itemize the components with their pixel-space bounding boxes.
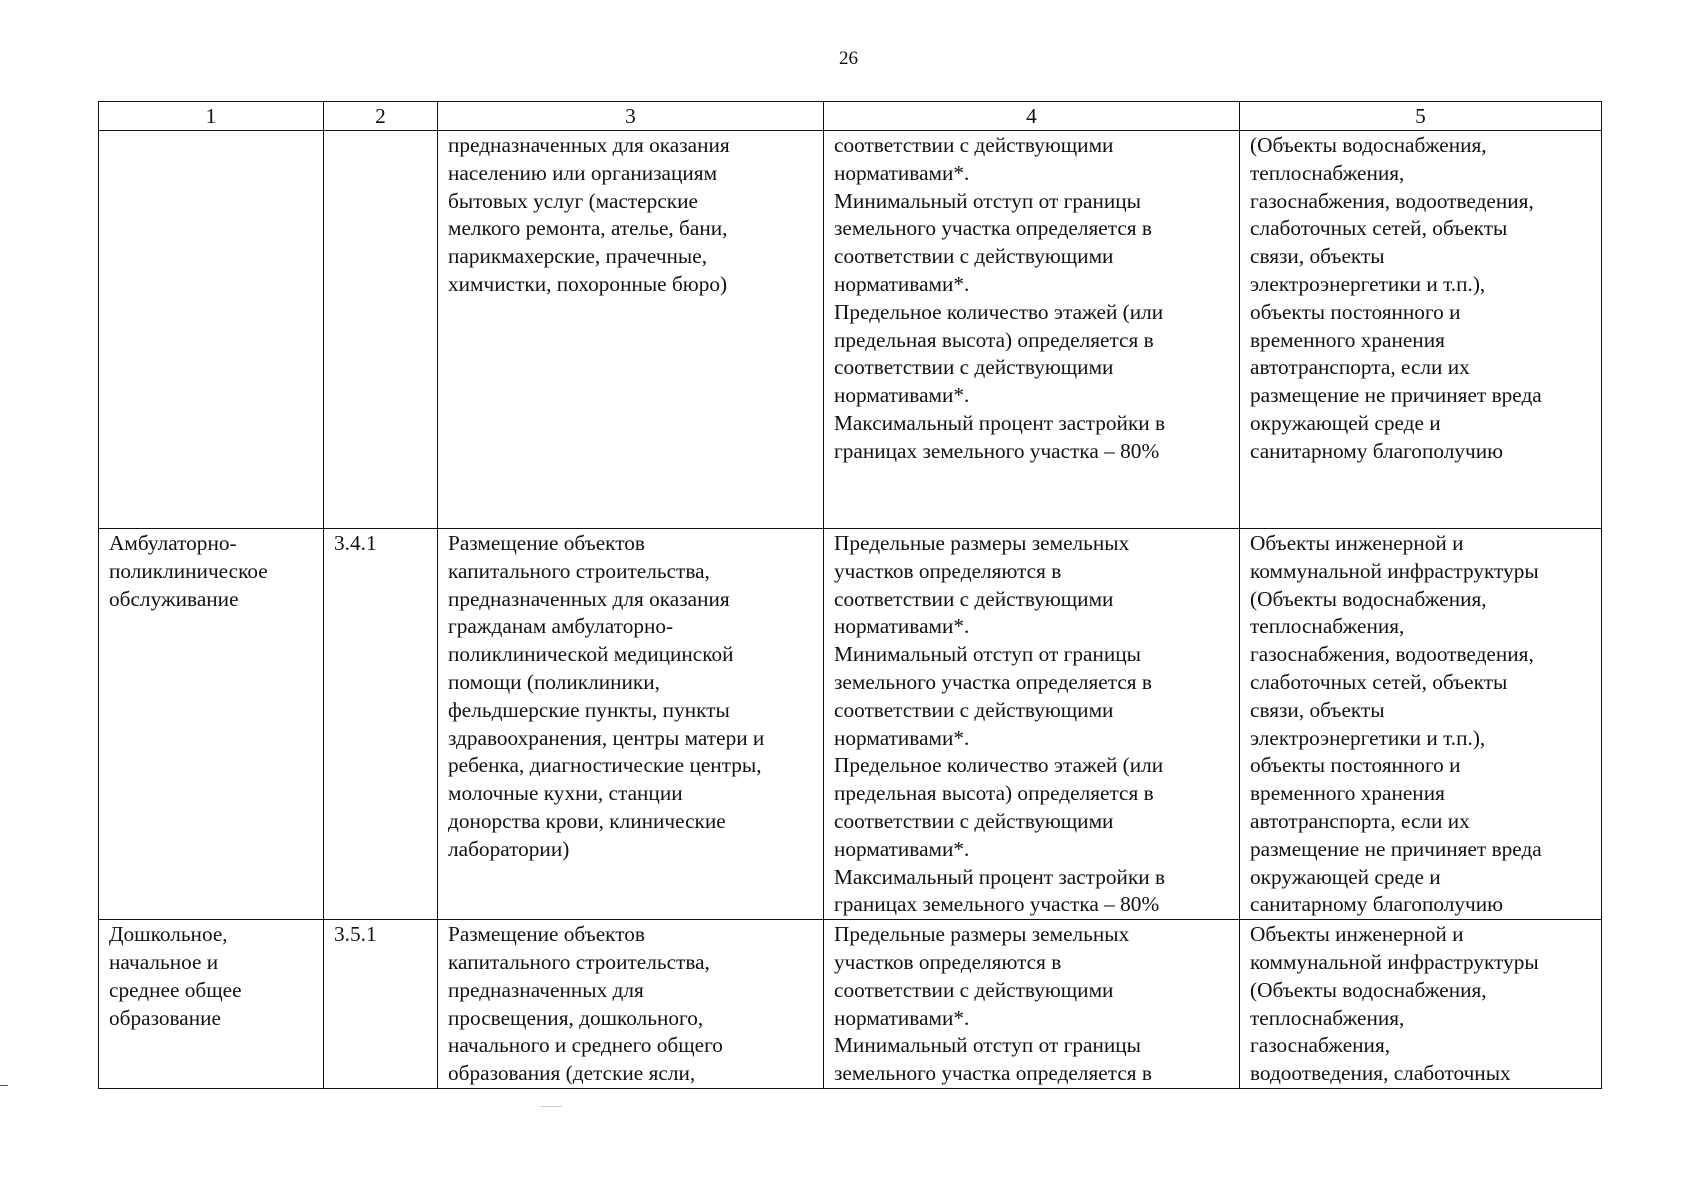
- text-line: слаботочных сетей, объекты: [1250, 216, 1508, 241]
- text-line: теплоснабжения,: [1250, 160, 1405, 185]
- text-line: капитального строительства,: [448, 949, 710, 974]
- text-line: связи, объекты: [1250, 244, 1385, 269]
- text-line: нормативами*.: [834, 614, 970, 639]
- cell-parameters: [824, 920, 1240, 1089]
- header-col-3: 3: [438, 102, 824, 131]
- text-line: границах земельного участка – 80%: [834, 438, 1160, 463]
- text-line: временного хранения: [1250, 327, 1445, 352]
- text-line: лаборатории): [448, 836, 570, 861]
- header-col-5: 5: [1240, 102, 1602, 131]
- text-line: объекты постоянного и: [1250, 299, 1461, 324]
- text-line: водоотведения, слаботочных: [1250, 1061, 1511, 1086]
- text-line: просвещения, дошкольного,: [448, 1005, 704, 1030]
- text-line: участков определяются в: [834, 949, 1062, 974]
- text-line: нормативами*.: [834, 160, 970, 185]
- text-line: Предельные размеры земельных: [834, 531, 1130, 555]
- cell-code: [324, 529, 438, 920]
- text-line: помощи (поликлиники,: [448, 669, 661, 694]
- text-line: среднее общее: [109, 977, 242, 1002]
- text-line: объекты постоянного и: [1250, 753, 1461, 778]
- text-line: нормативами*.: [834, 725, 970, 750]
- text-line: (Объекты водоснабжения,: [1250, 586, 1487, 611]
- text-line: границах земельного участка – 80%: [834, 892, 1160, 917]
- text-line: связи, объекты: [1250, 697, 1385, 722]
- text-line: нормативами*.: [834, 836, 970, 861]
- scan-faint-mark: [540, 1106, 562, 1107]
- scan-edge-mark: [0, 1085, 8, 1086]
- table-row: [99, 920, 1602, 1089]
- header-row: [99, 102, 1602, 131]
- text-line: Размещение объектов: [448, 531, 645, 555]
- cell-name: [99, 529, 324, 920]
- text-line: соответствии с действующими: [834, 133, 1114, 157]
- cell-description: [438, 920, 824, 1089]
- text-line: донорства крови, клинические: [448, 808, 726, 833]
- text-line: размещение не причиняет вреда: [1250, 836, 1542, 861]
- text-line: окружающей среде и: [1250, 410, 1441, 435]
- text-line: нормативами*.: [834, 271, 970, 296]
- cell-auxiliary-uses: [1240, 131, 1602, 529]
- text-line: Предельное количество этажей (или: [834, 299, 1164, 324]
- text-line: земельного участка определяется в: [834, 1061, 1152, 1086]
- text-line: соответствии с действующими: [834, 586, 1114, 611]
- text-line: окружающей среде и: [1250, 864, 1441, 889]
- text-line: Минимальный отступ от границы: [834, 642, 1141, 667]
- text-line: образования (детские ясли,: [448, 1061, 696, 1086]
- text-line: населению или организациям: [448, 160, 718, 185]
- page-number: 26: [839, 48, 858, 69]
- text-line: предназначенных для: [448, 977, 644, 1002]
- text-line: газоснабжения,: [1250, 1033, 1391, 1058]
- land-use-table: [98, 101, 1602, 1089]
- text-line: предельная высота) определяется в: [834, 781, 1154, 806]
- text-line: земельного участка определяется в: [834, 216, 1152, 241]
- text-line: 3.4.1: [334, 531, 377, 555]
- text-line: электроэнергетики и т.п.),: [1250, 725, 1486, 750]
- header-col-1: 1: [99, 102, 324, 131]
- table-row: [99, 131, 1602, 529]
- text-line: санитарному благополучию: [1250, 438, 1504, 463]
- text-line: бытовых услуг (мастерские: [448, 188, 698, 213]
- text-line: начальное и: [109, 949, 219, 974]
- header-col-4: 4: [824, 102, 1240, 131]
- text-line: предназначенных для оказания: [448, 586, 730, 611]
- text-line: газоснабжения, водоотведения,: [1250, 188, 1534, 213]
- text-line: газоснабжения, водоотведения,: [1250, 642, 1534, 667]
- text-line: ребенка, диагностические центры,: [448, 753, 762, 778]
- cell-parameters: [824, 529, 1240, 920]
- text-line: капитального строительства,: [448, 558, 710, 583]
- text-line: земельного участка определяется в: [834, 669, 1152, 694]
- text-line: образование: [109, 1005, 221, 1030]
- text-line: Предельное количество этажей (или: [834, 753, 1164, 778]
- text-line: Размещение объектов: [448, 922, 645, 947]
- text-line: гражданам амбулаторно-: [448, 614, 674, 639]
- text-line: санитарному благополучию: [1250, 892, 1504, 917]
- text-line: парикмахерские, прачечные,: [448, 244, 708, 269]
- text-line: автотранспорта, если их: [1250, 808, 1470, 833]
- cell-auxiliary-uses: [1240, 920, 1602, 1089]
- text-line: (Объекты водоснабжения,: [1250, 133, 1487, 157]
- text-line: Дошкольное,: [109, 922, 228, 947]
- text-line: электроэнергетики и т.п.),: [1250, 271, 1486, 296]
- text-line: здравоохранения, центры матери и: [448, 725, 765, 750]
- text-line: Минимальный отступ от границы: [834, 188, 1141, 213]
- cell-code: [324, 920, 438, 1089]
- text-line: автотранспорта, если их: [1250, 355, 1470, 380]
- text-line: соответствии с действующими: [834, 697, 1114, 722]
- text-line: Максимальный процент застройки в: [834, 864, 1166, 889]
- text-line: химчистки, похоронные бюро): [448, 271, 728, 296]
- table-row: [99, 529, 1602, 920]
- text-line: нормативами*.: [834, 383, 970, 408]
- text-line: (Объекты водоснабжения,: [1250, 977, 1487, 1002]
- cell-name: [99, 920, 324, 1089]
- text-line: Минимальный отступ от границы: [834, 1033, 1141, 1058]
- text-line: коммунальной инфраструктуры: [1250, 949, 1539, 974]
- text-line: молочные кухни, станции: [448, 781, 683, 806]
- text-line: поликлинической медицинской: [448, 642, 734, 667]
- text-line: размещение не причиняет вреда: [1250, 383, 1542, 408]
- cell-description: [438, 131, 824, 529]
- cell-name: [99, 131, 324, 529]
- text-line: нормативами*.: [834, 1005, 970, 1030]
- text-line: фельдшерские пункты, пункты: [448, 697, 730, 722]
- text-line: Максимальный процент застройки в: [834, 410, 1166, 435]
- header-col-2: 2: [324, 102, 438, 131]
- text-line: соответствии с действующими: [834, 977, 1114, 1002]
- text-line: Амбулаторно-: [109, 531, 237, 555]
- text-line: предельная высота) определяется в: [834, 327, 1154, 352]
- text-line: коммунальной инфраструктуры: [1250, 558, 1539, 583]
- text-line: Объекты инженерной и: [1250, 531, 1464, 555]
- text-line: обслуживание: [109, 586, 239, 611]
- cell-auxiliary-uses: [1240, 529, 1602, 920]
- text-line: мелкого ремонта, ателье, бани,: [448, 216, 728, 241]
- text-line: временного хранения: [1250, 781, 1445, 806]
- cell-code: [324, 131, 438, 529]
- text-line: соответствии с действующими: [834, 355, 1114, 380]
- text-line: участков определяются в: [834, 558, 1062, 583]
- text-line: поликлиническое: [109, 558, 268, 583]
- text-line: соответствии с действующими: [834, 244, 1114, 269]
- text-line: слаботочных сетей, объекты: [1250, 669, 1508, 694]
- text-line: Предельные размеры земельных: [834, 922, 1130, 947]
- text-line: 3.5.1: [334, 922, 377, 947]
- text-line: предназначенных для оказания: [448, 133, 730, 157]
- text-line: соответствии с действующими: [834, 808, 1114, 833]
- text-line: теплоснабжения,: [1250, 614, 1405, 639]
- text-line: начального и среднего общего: [448, 1033, 723, 1058]
- cell-description: [438, 529, 824, 920]
- text-line: Объекты инженерной и: [1250, 922, 1464, 947]
- cell-parameters: [824, 131, 1240, 529]
- text-line: теплоснабжения,: [1250, 1005, 1405, 1030]
